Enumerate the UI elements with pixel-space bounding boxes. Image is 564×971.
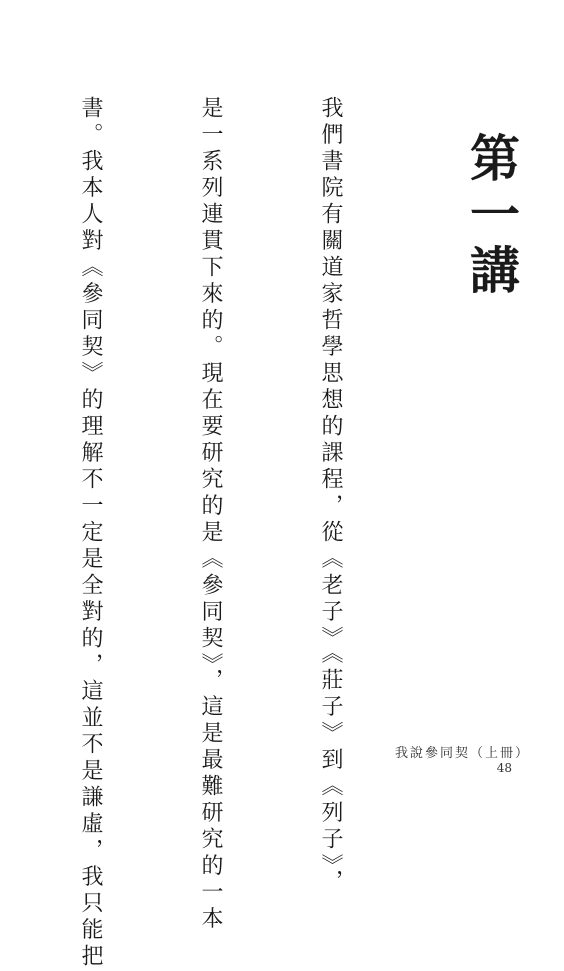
body-text [0, 96, 430, 971]
text-column: 我們書院有關道家哲學思想的課程，從《老子》《莊子》到《列子》， [318, 96, 343, 896]
page-number: 48 [496, 761, 512, 775]
running-footer-title: 我說參同契（上冊） [394, 746, 530, 761]
text-column: 書。我本人對《參同契》的理解不一定是全對的，這並不是謙虛，我只能把 [78, 96, 103, 971]
chapter-title: 第一講 [462, 132, 521, 300]
text-column: 是一系列連貫下來的。現在要研究的是《參同契》，這是最難研究的一本 [198, 96, 223, 933]
